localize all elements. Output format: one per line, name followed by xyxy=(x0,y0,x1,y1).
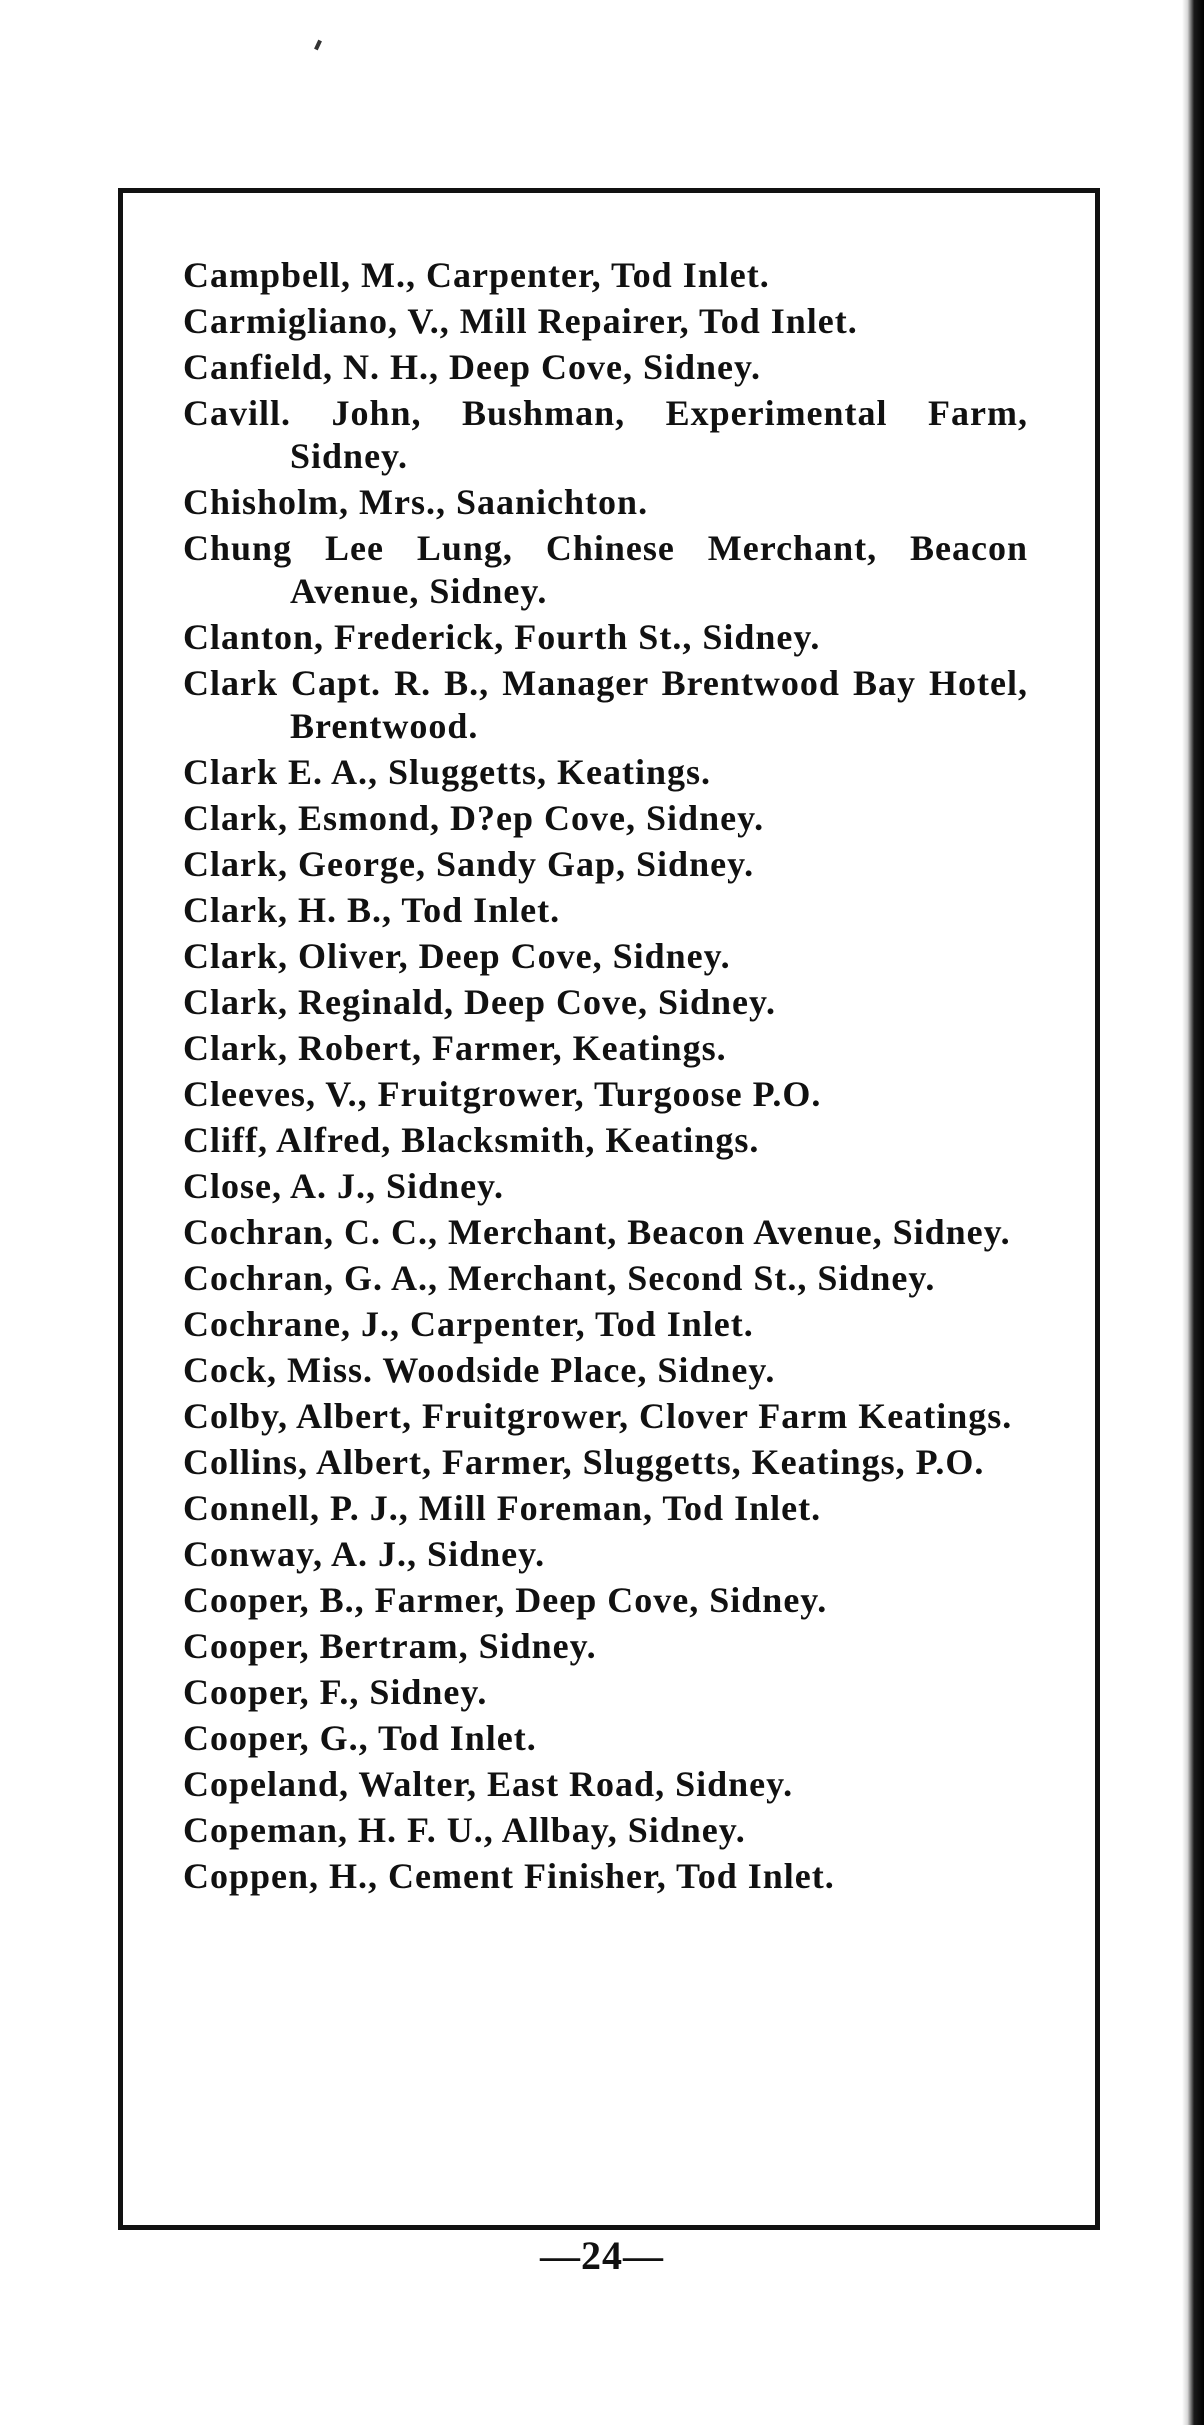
directory-entry: Connell, P. J., Mill Foreman, Tod Inlet. xyxy=(183,1488,822,1528)
directory-entry: Cochran, G. A., Merchant, Second St., Sidney. xyxy=(183,1258,936,1298)
directory-entry: Conway, A. J., Sidney. xyxy=(183,1534,546,1574)
directory-entry: Clark, Esmond, D?ep Cove, Sidney. xyxy=(183,798,765,838)
directory-entry: Clark E. A., Sluggetts, Keatings. xyxy=(183,752,712,792)
directory-entry: Cleeves, V., Fruitgrower, Turgoose P.O. xyxy=(183,1074,822,1114)
directory-entry: Clark, Oliver, Deep Cove, Sidney. xyxy=(183,936,731,976)
directory-entry: Collins, Albert, Farmer, Sluggetts, Keatings, P.O. xyxy=(183,1442,985,1482)
directory-entry: Cochran, C. C., Merchant, Beacon Avenue, Sidney. xyxy=(183,1212,1011,1252)
directory-list xyxy=(183,254,1028,1901)
directory-entry: Clark, H. B., Tod Inlet. xyxy=(183,890,561,930)
directory-entry: Copeland, Walter, East Road, Sidney. xyxy=(183,1764,794,1804)
directory-entry: Canfield, N. H., Deep Cove, Sidney. xyxy=(183,347,762,387)
directory-entry: Clark, Reginald, Deep Cove, Sidney. xyxy=(183,982,777,1022)
directory-entry: Carmigliano, V., Mill Repairer, Tod Inlet. xyxy=(183,301,858,341)
directory-entry: Cliff, Alfred, Blacksmith, Keatings. xyxy=(183,1120,760,1160)
directory-entry: Clanton, Frederick, Fourth St., Sidney. xyxy=(183,617,821,657)
directory-entry: Coppen, H., Cement Finisher, Tod Inlet. xyxy=(183,1856,835,1896)
scan-edge-shadow xyxy=(1182,0,1204,2425)
directory-entry: Cavill. John, Bushman, Experimental Farm, Sidney. xyxy=(183,393,1028,476)
directory-entry: Cooper, F., Sidney. xyxy=(183,1672,488,1712)
directory-entry: Cooper, G., Tod Inlet. xyxy=(183,1718,537,1758)
directory-entry: Chisholm, Mrs., Saanichton. xyxy=(183,482,649,522)
directory-entry: Close, A. J., Sidney. xyxy=(183,1166,505,1206)
directory-entry: Colby, Albert, Fruitgrower, Clover Farm Keatings. xyxy=(183,1396,1013,1436)
directory-entry: Chung Lee Lung, Chinese Merchant, Beacon Avenue, Sidney. xyxy=(183,528,1028,611)
directory-entry: Cooper, B., Farmer, Deep Cove, Sidney. xyxy=(183,1580,828,1620)
directory-entry: Clark Capt. R. B., Manager Brentwood Bay Hotel, Brentwood. xyxy=(183,663,1028,746)
directory-entry: Clark, George, Sandy Gap, Sidney. xyxy=(183,844,755,884)
directory-entry: Clark, Robert, Farmer, Keatings. xyxy=(183,1028,727,1068)
directory-entry: Cooper, Bertram, Sidney. xyxy=(183,1626,597,1666)
page-number: —24— xyxy=(540,2233,664,2278)
directory-entry: Campbell, M., Carpenter, Tod Inlet. xyxy=(183,255,770,295)
directory-entry: Copeman, H. F. U., Allbay, Sidney. xyxy=(183,1810,746,1850)
directory-entry: Cock, Miss. Woodside Place, Sidney. xyxy=(183,1350,776,1390)
directory-entry: Cochrane, J., Carpenter, Tod Inlet. xyxy=(183,1304,754,1344)
stray-mark xyxy=(314,40,322,51)
